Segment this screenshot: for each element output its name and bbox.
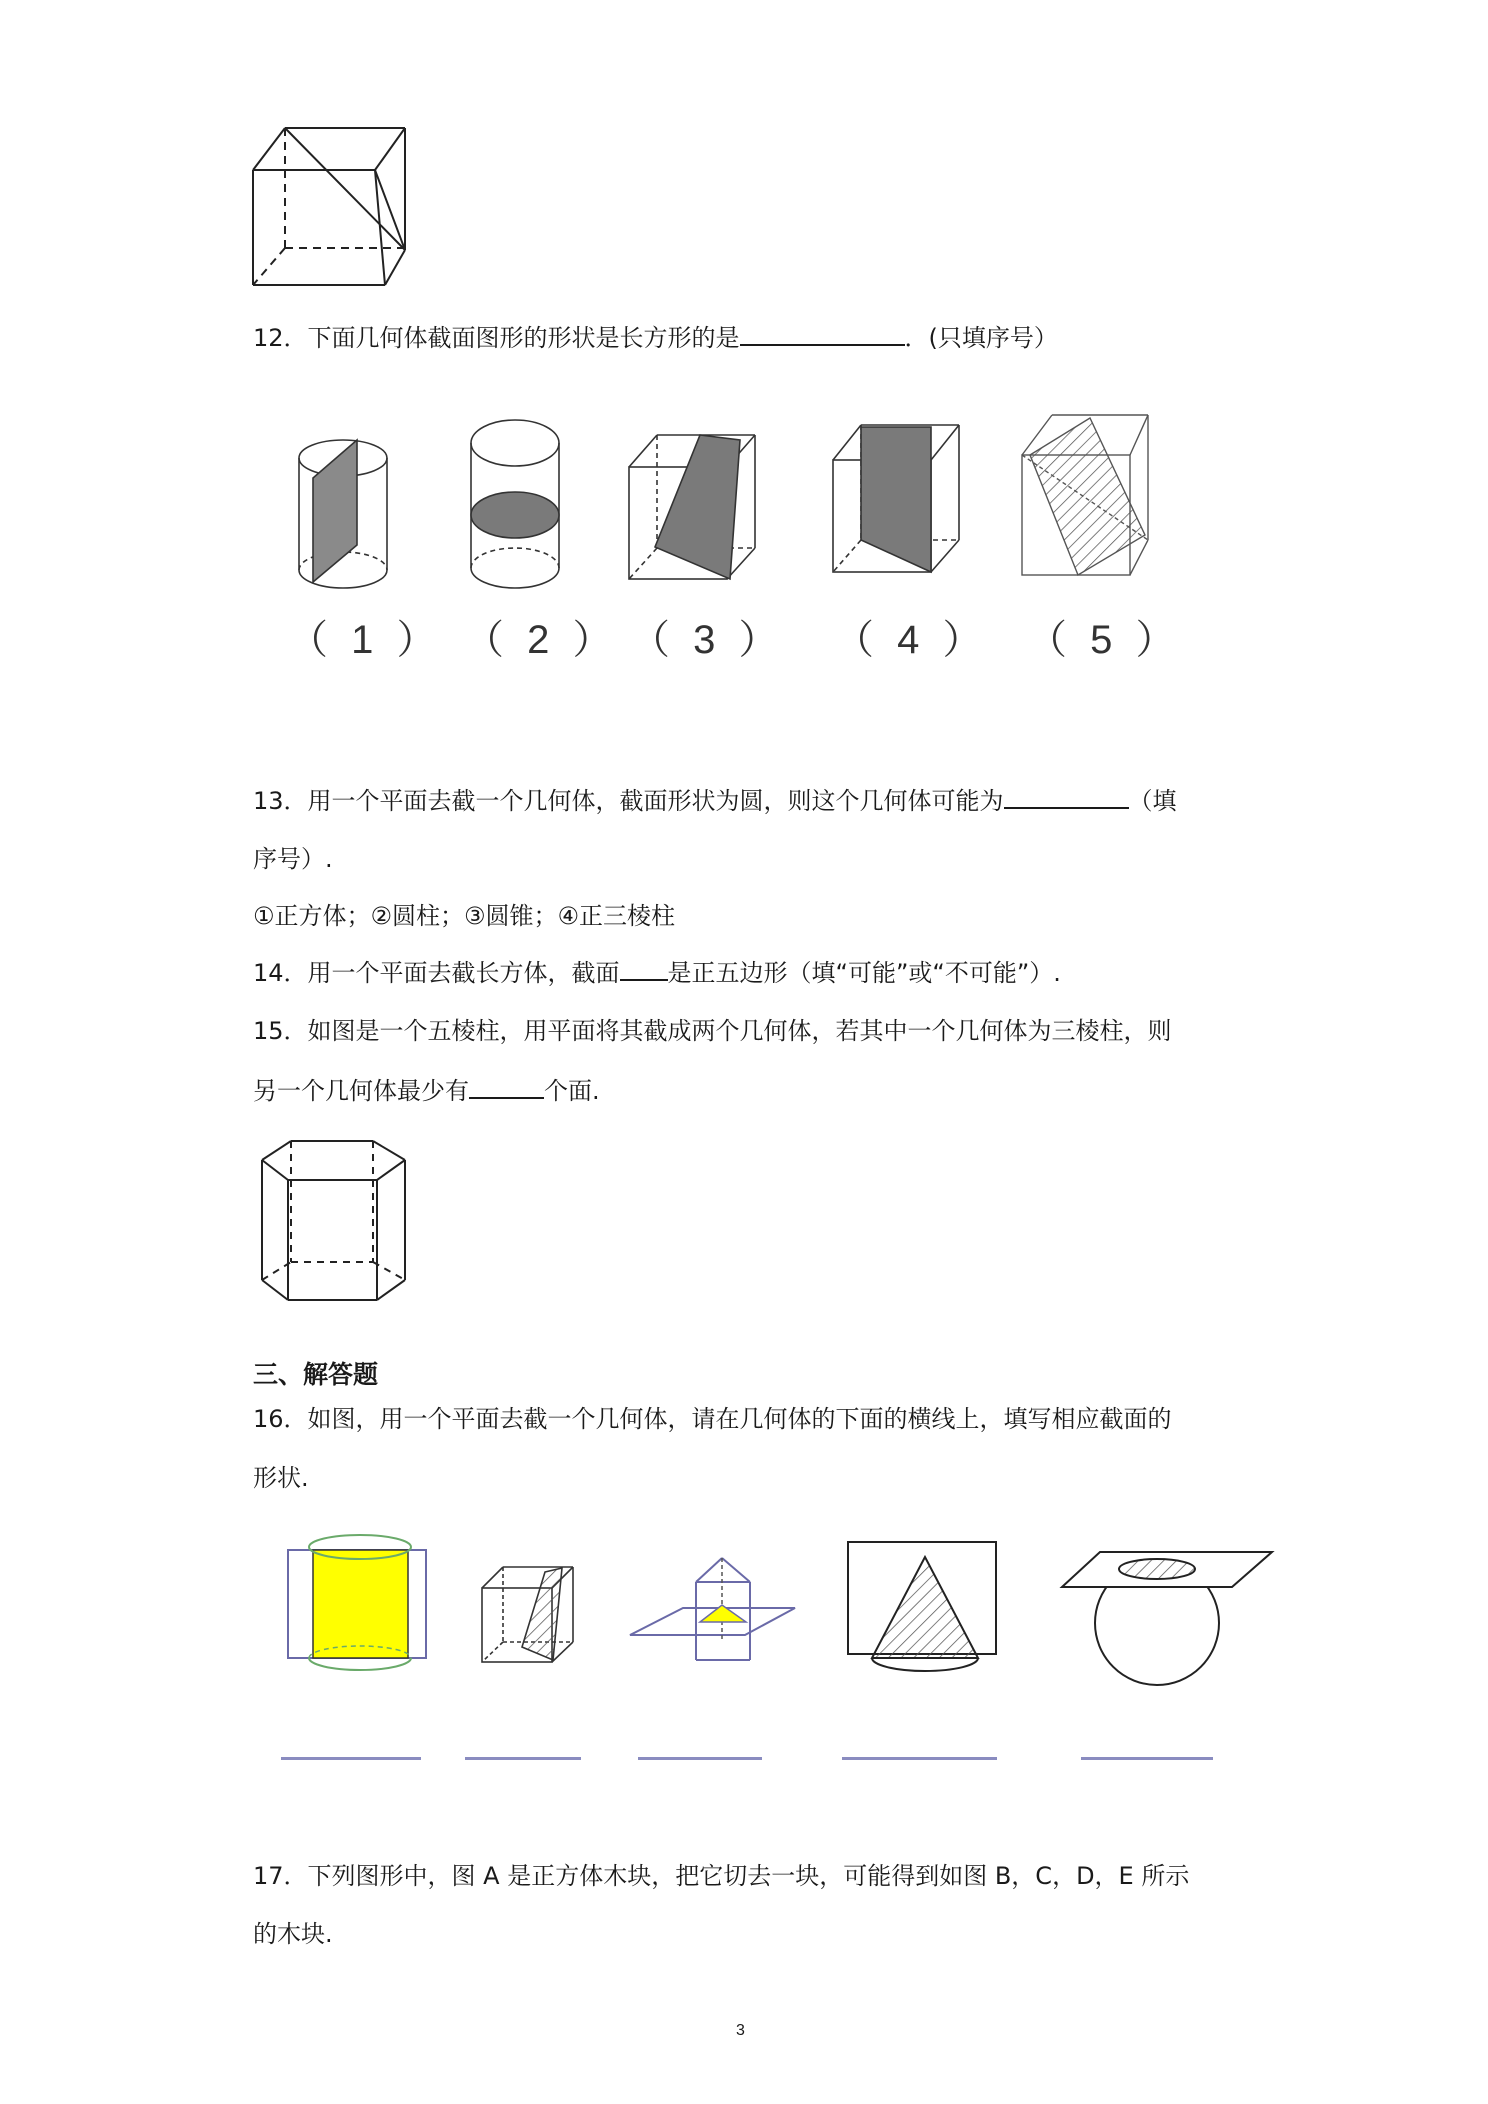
q16-cylinder [288,1535,426,1670]
q16-answer-line-4[interactable] [842,1757,997,1760]
q17-line2: 的木块. [253,1920,333,1948]
q13-line1: 13．用一个平面去截一个几何体，截面形状为圆，则这个几何体可能为 （填 [253,787,1177,815]
q13-options: ①正方体；②圆柱；③圆锥；④正三棱柱 [253,902,676,930]
page-number: 3 [736,2022,745,2039]
q16-triangular-prism [630,1558,795,1660]
q16-cube [482,1567,573,1662]
q16-sphere [1062,1552,1272,1685]
section-title: 三、解答题 [253,1360,379,1389]
q15-line2: 另一个几何体最少有 个面. [253,1077,600,1105]
q12-label-4: （ 4 ） [834,618,989,662]
q16-answer-line-2[interactable] [465,1757,581,1760]
q16-answer-line-3[interactable] [638,1757,762,1760]
q12-text: 12．下面几何体截面图形的形状是长方形的是 ．(只填序号） [253,324,1058,352]
q16-line2: 形状. [253,1464,309,1492]
q12-label-3: （ 3 ） [630,618,785,662]
q12-label-2: （ 2 ） [464,618,619,662]
q16-answer-line-1[interactable] [281,1757,421,1760]
q16-cone [848,1542,996,1671]
q13-line2: 序号）. [253,845,333,873]
q14-text: 14．用一个平面去截长方体，截面 是正五边形（填“可能”或“不可能”）. [253,959,1061,987]
q15-line1: 15．如图是一个五棱柱，用平面将其截成两个几何体，若其中一个几何体为三棱柱，则 [253,1017,1172,1045]
q12-label-1: （ 1 ） [288,618,443,662]
q16-line1: 16．如图，用一个平面去截一个几何体，请在几何体的下面的横线上，填写相应截面的 [253,1405,1172,1433]
q12-label-5: （ 5 ） [1027,618,1182,662]
q16-answer-line-5[interactable] [1081,1757,1213,1760]
q17-line1: 17．下列图形中，图 A 是正方体木块，把它切去一块，可能得到如图 B，C，D，E 所示 [253,1862,1190,1890]
